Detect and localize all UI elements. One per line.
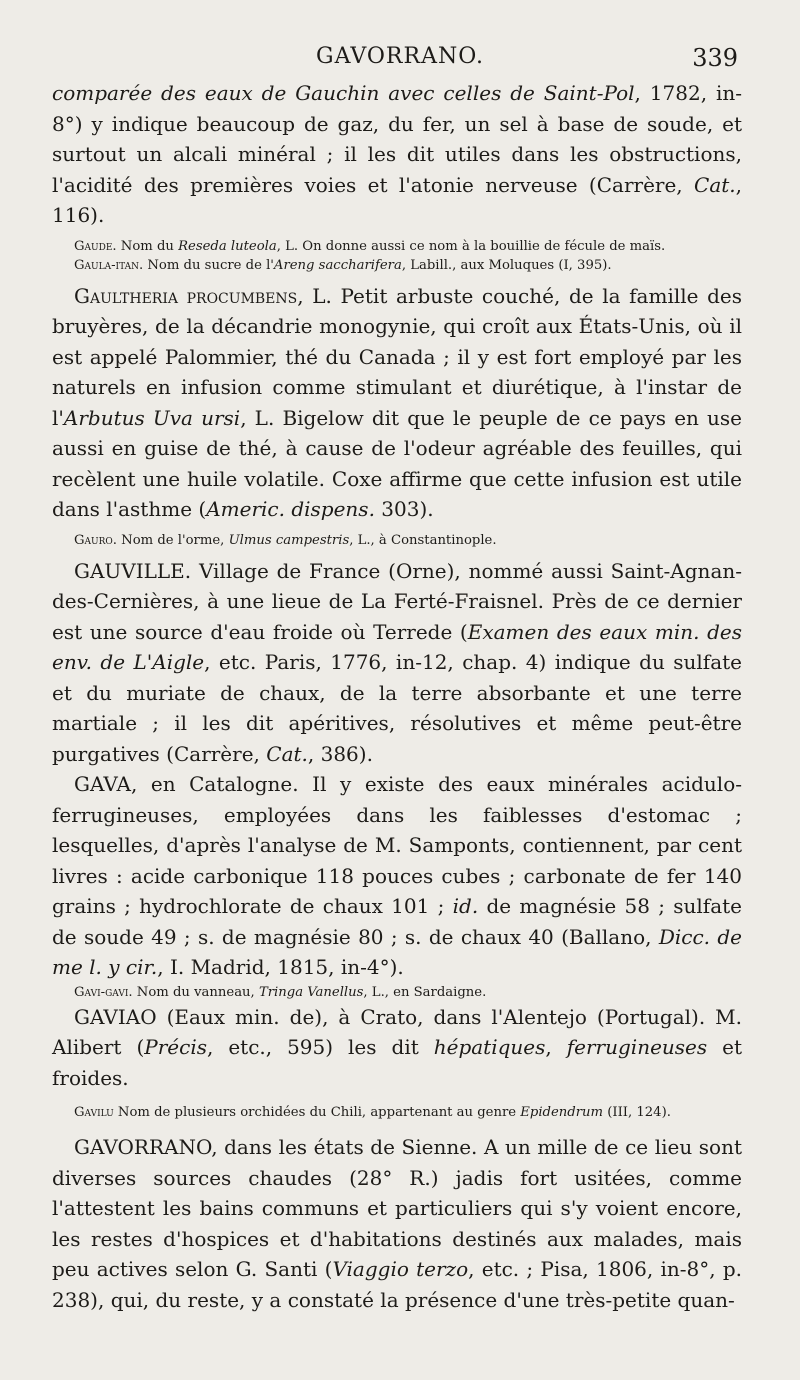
page-number: 339 bbox=[692, 44, 738, 72]
entry-gavilu: Gavilu Nom de plusieurs orchidées du Chili, appartenant au genre Epidendrum (III, 124). bbox=[74, 1105, 671, 1120]
entry-head: Gauro. bbox=[74, 532, 117, 548]
running-title: GAVORRANO. bbox=[316, 44, 484, 69]
entry-head: Gaultheria procumbens bbox=[74, 283, 298, 308]
entry-gaviao: GAVIAO (Eaux min. de), à Crato, dans l'Alentejo (Portugal). M. Alibert (Précis, etc., 595) les dit hépatiques, ferrugineuses et froides. bbox=[52, 1004, 743, 1090]
entry-gaula-itan: Gaula-itan. Nom du sucre de l'Areng saccharifera, Labill., aux Moluques (I, 395). bbox=[74, 257, 612, 273]
entry-gaude: Gaude. Nom du Reseda luteola, L. On donne aussi ce nom à la bouillie de fécule de maïs. bbox=[74, 238, 666, 254]
entry-gavi-gavi: Gavi-gavi. Nom du vanneau, Tringa Vanellus, L., en Sardaigne. bbox=[74, 984, 487, 1000]
running-header bbox=[0, 44, 800, 78]
entry-head: GAVIAO bbox=[74, 1004, 157, 1029]
work-title: comparée des eaux de Gauchin avec celles de Saint-Pol bbox=[52, 81, 635, 105]
entry-head: Gaula-itan. bbox=[74, 257, 144, 273]
entry-head: GAVORRANO bbox=[74, 1135, 212, 1159]
entry-head: Gaude. bbox=[74, 238, 117, 254]
entry-gauchin-continuation: comparée des eaux de Gauchin avec celles de Saint-Pol, 1782, in-8°) y indique beaucoup de gaz, du fer, un sel à base de soude, et surtout un alcali minéral ; il les dit utiles dans les obstructions, l'acidité des premières voies et l'atonie nerveuse (Carrère, Cat., 116). bbox=[52, 81, 742, 227]
entry-gaultheria: Gaultheria procumbens, L. Petit arbuste couché, de la famille des bruyères, de la décandrie monogynie, qui croît aux États-Unis, où il est appelé Palommier, thé du Canada ; il y est fort employé par les naturels en infusion comme stimulant et diurétique, à l'instar de l'Arbutus Uva ursi, L. Bigelow dit que le peuple de ce pays en use aussi en guise de thé, à cause de l'odeur agréable des feuilles, qui recèlent une huile volatile. Coxe affirme que cette infusion est utile dans l'asthme (Americ. dispens. 303). bbox=[52, 283, 743, 521]
entry-head: Gavilu bbox=[74, 1105, 114, 1120]
entry-head: GAUVILLE. bbox=[74, 558, 192, 583]
entry-gava: GAVA, en Catalogne. Il y existe des eaux minérales acidulo-ferrugineuses, employées dans les faiblesses d'estomac ; lesquelles, d'après l'analyse de M. Samponts, contiennent, par cent livres : acide carbonique 118 pouces cubes ; carbonate de fer 140 grains ; hydrochlorate de chaux 101 ; id. de magnésie 58 ; sulfate de soude 49 ; s. de magnésie 80 ; s. de chaux 40 (Ballano, Dicc. de me l. y cir., I. Madrid, 1815, in-4°). bbox=[52, 772, 742, 979]
entry-head: Gavi-gavi. bbox=[74, 984, 133, 1000]
page-body bbox=[52, 78, 742, 1315]
entry-gauro: Gauro. Nom de l'orme, Ulmus campestris, L., à Constantinople. bbox=[74, 532, 497, 548]
entry-head: GAVA bbox=[74, 772, 131, 796]
entry-gavorrano: GAVORRANO, dans les états de Sienne. A un mille de ce lieu sont diverses sources chaudes (28° R.) jadis fort usitées, comme l'attestent les bains communs et particuliers qui s'y voient encore, les restes d'hospices et d'habitations destinés aux malades, mais peu actives selon G. Santi (Viaggio terzo, etc. ; Pisa, 1806, in-8°, p. 238), qui, du reste, y a constaté la présence d'une très-petite quan- bbox=[52, 1135, 743, 1312]
entry-gauville: GAUVILLE. Village de France (Orne), nommé aussi Saint-Agnan-des-Cernières, à une lieue de La Ferté-Fraisnel. Près de ce dernier est une source d'eau froide où Terrede (Examen des eaux min. des env. de L'Aigle, etc. Paris, 1776, in-12, chap. 4) indique du sulfate et du muriate de chaux, de la terre absorbante et une terre martiale ; il les dit apéritives, résolutives et même peut-être purgatives (Carrère, Cat., 386). bbox=[52, 558, 742, 766]
